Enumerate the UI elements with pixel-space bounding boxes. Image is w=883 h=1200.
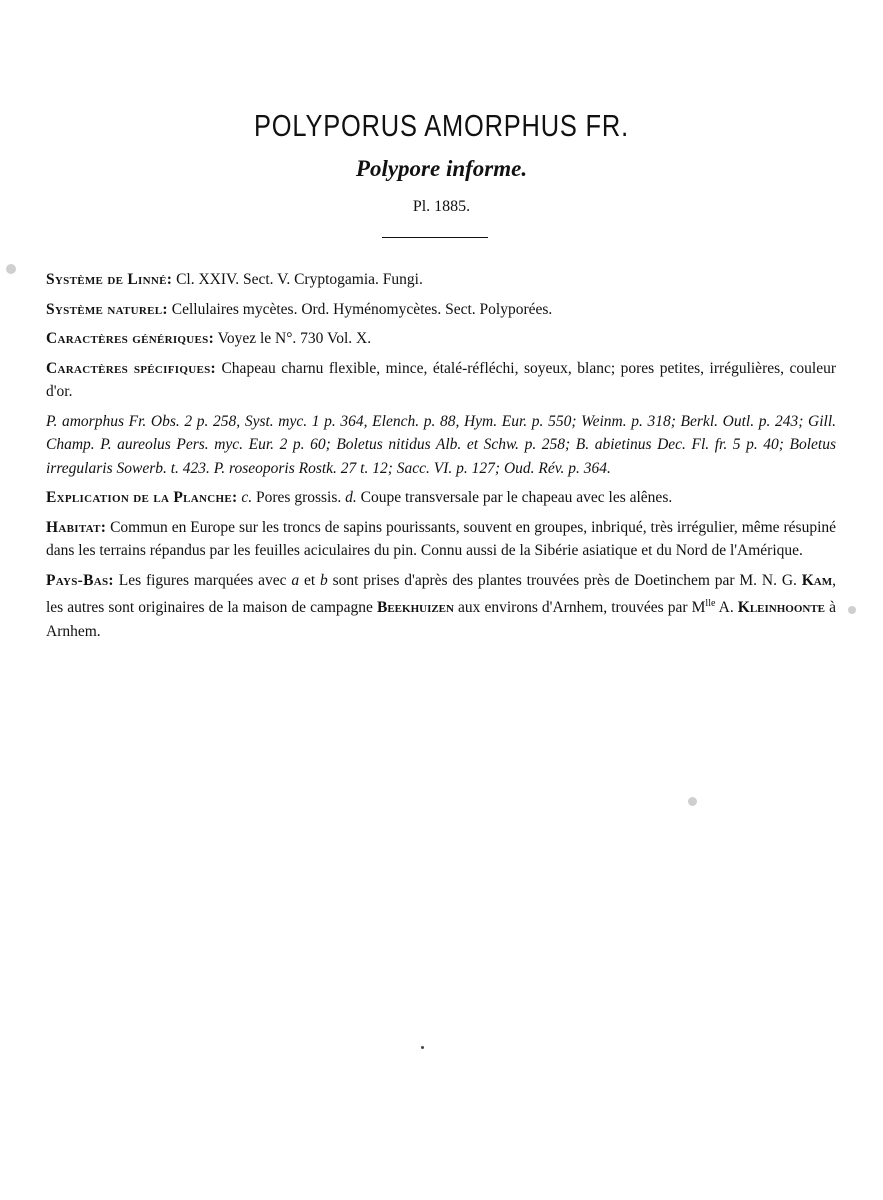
section-label: Pays-Bas: [46, 571, 114, 589]
section-text: Chapeau charnu flexible, mince, étalé-réfléchi, soyeux, blanc; pores petites, irrégulières, couleur d'or. [46, 359, 836, 400]
person-name: Kam [801, 571, 833, 589]
figure-letter: d. [345, 489, 357, 506]
plate-number: Pl. 1885. [412, 198, 471, 215]
paragraph-explication [46, 486, 836, 510]
section-text: Cl. XXIV. Sect. V. Cryptogamia. Fungi. [172, 271, 423, 288]
section-text: Commun en Europe sur les troncs de sapins pourissants, souvent en groupes, inbriqué, très irrégulier, même résupiné dans les terrains répandus par les feuilles aciculaires du pin. Connu aussi de la Sibérie asiatique et du Nord de l'Amérique. [46, 518, 836, 559]
section-text: Voyez le N°. 730 Vol. X. [214, 330, 372, 347]
section-label: Système naturel: [46, 300, 168, 318]
paragraph-references: P. amorphus Fr. Obs. 2 p. 258, Syst. myc. 1 p. 364, Elench. p. 88, Hym. Eur. p. 550; Weinm. p. 318; Berkl. Outl. p. 243; Gill. Champ. P. aureolus Pers. myc. Eur. 2 p. 60; Boletus nitidus Alb. et Schw. p. 258; B. abietinus Dec. Fl. fr. 5 p. 40; Boletus irregularis Sowerb. t. 423. P. roseoporis Rostk. 27 t. 12; Sacc. VI. p. 127; Oud. Rév. p. 364. [46, 412, 836, 477]
section-text: aux environs d'Arnhem, trouvées par M [453, 599, 706, 617]
paper-speck [6, 264, 16, 274]
section-text: à Arnhem. [46, 599, 836, 640]
section-text: Cellulaires mycètes. Ord. Hyménomycètes. Sect. Polyporées. [167, 300, 553, 318]
section-label: Habitat: [46, 518, 107, 536]
document-body [46, 268, 836, 649]
place-name: Beekhuizen [377, 599, 454, 617]
figure-letter: b [319, 571, 328, 589]
section-label: Caractères génériques: [46, 330, 215, 347]
section-text: et [299, 571, 320, 589]
superscript: lle [705, 598, 716, 609]
paragraph-habitat [46, 516, 836, 563]
page-title: POLYPORUS AMORPHUS FR. [254, 108, 629, 143]
section-text: A. [715, 599, 738, 617]
paper-speck [688, 797, 697, 806]
section-text: Pores grossis. [252, 489, 346, 506]
section-label: Explication de la Planche: [46, 489, 238, 506]
paragraph-linne [46, 268, 836, 292]
section-text: Les figures marquées avec [113, 571, 292, 589]
section-text: Coupe transversale par le chapeau avec les alênes. [356, 489, 673, 506]
paper-speck [421, 1046, 424, 1049]
paper-speck [848, 606, 856, 614]
person-name: Kleinhoonte [737, 599, 826, 617]
section-label: Système de Linné: [46, 271, 173, 288]
figure-letter: c. [241, 489, 253, 506]
title-divider [382, 237, 488, 238]
section-label: Caractères spécifiques: [46, 359, 216, 377]
section-text: sont prises d'après des plantes trouvées près de Doetinchem par M. N. G. [327, 571, 802, 589]
page-subtitle: Polypore informe. [355, 156, 528, 181]
paragraph-generiques [46, 327, 836, 351]
figure-letter: a [291, 571, 300, 589]
section-text: , les autres sont originaires de la maison de campagne [46, 571, 836, 617]
paragraph-paysbas [46, 569, 836, 644]
paragraph-naturel [46, 298, 836, 322]
paragraph-specifiques [46, 357, 836, 404]
